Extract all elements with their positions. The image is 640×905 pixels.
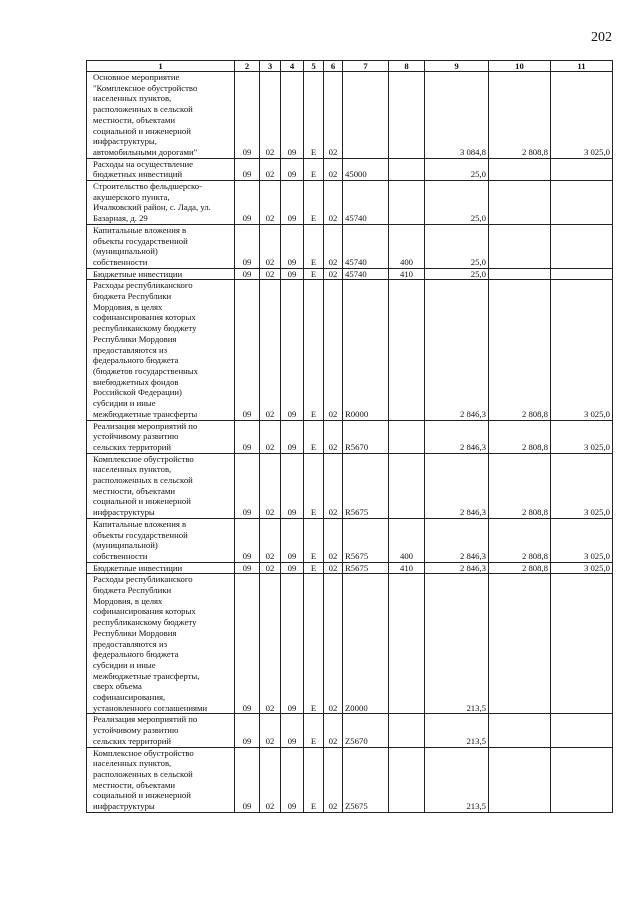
cell: 400 <box>389 224 425 268</box>
cell: 09 <box>235 280 260 420</box>
budget-table <box>86 60 613 813</box>
cell: Е <box>304 72 324 159</box>
cell: Е <box>304 181 324 225</box>
amount-cell: 2 846,3 <box>425 518 489 562</box>
amount-cell: 2 808,8 <box>489 72 551 159</box>
amount-cell <box>489 574 551 714</box>
cell: 09 <box>235 224 260 268</box>
cell: Е <box>304 268 324 280</box>
amount-cell: 25,0 <box>425 158 489 180</box>
cell: 02 <box>260 268 281 280</box>
cell: Е <box>304 280 324 420</box>
amount-cell: 3 025,0 <box>551 453 613 518</box>
cell: R5670 <box>343 420 389 453</box>
cell: 09 <box>235 453 260 518</box>
cell: R0000 <box>343 280 389 420</box>
amount-cell: 2 808,8 <box>489 420 551 453</box>
cell: 09 <box>281 747 304 812</box>
column-header: 11 <box>551 61 613 72</box>
cell: Е <box>304 562 324 574</box>
cell: Е <box>304 518 324 562</box>
amount-cell: 2 846,3 <box>425 420 489 453</box>
cell: 09 <box>281 158 304 180</box>
cell: 02 <box>260 747 281 812</box>
amount-cell <box>551 747 613 812</box>
cell: 02 <box>260 714 281 747</box>
cell: 09 <box>281 453 304 518</box>
table-row <box>87 714 613 747</box>
cell: 09 <box>235 158 260 180</box>
amount-cell <box>551 714 613 747</box>
amount-cell: 3 084,8 <box>425 72 489 159</box>
cell: 09 <box>281 72 304 159</box>
column-header: 10 <box>489 61 551 72</box>
amount-cell <box>489 268 551 280</box>
cell: 02 <box>324 224 343 268</box>
cell: 02 <box>324 72 343 159</box>
column-header: 7 <box>343 61 389 72</box>
cell <box>389 72 425 159</box>
cell: 02 <box>324 420 343 453</box>
cell: 09 <box>281 714 304 747</box>
cell: 09 <box>235 562 260 574</box>
cell: 02 <box>260 224 281 268</box>
cell: 09 <box>235 72 260 159</box>
cell <box>389 714 425 747</box>
amount-cell: 3 025,0 <box>551 72 613 159</box>
amount-cell <box>489 747 551 812</box>
cell <box>389 181 425 225</box>
cell: 02 <box>260 181 281 225</box>
amount-cell: 213,5 <box>425 574 489 714</box>
cell: 09 <box>281 574 304 714</box>
table-row <box>87 268 613 280</box>
cell: 45740 <box>343 224 389 268</box>
cell: R5675 <box>343 518 389 562</box>
amount-cell <box>489 181 551 225</box>
column-header: 8 <box>389 61 425 72</box>
column-header: 1 <box>87 61 235 72</box>
cell: Z0000 <box>343 574 389 714</box>
cell: R5675 <box>343 562 389 574</box>
cell: 09 <box>281 224 304 268</box>
cell: 02 <box>324 747 343 812</box>
cell <box>389 158 425 180</box>
expense-name: Комплексное обустройство населенных пунктов, расположенных в сельской местности, объектами социальной и инженерной инфраструктуры <box>87 453 235 518</box>
column-header: 6 <box>324 61 343 72</box>
cell: R5675 <box>343 453 389 518</box>
table-row <box>87 518 613 562</box>
cell: 09 <box>235 268 260 280</box>
expense-name: Расходы на осуществление бюджетных инвестиций <box>87 158 235 180</box>
cell: Z5675 <box>343 747 389 812</box>
cell <box>389 574 425 714</box>
cell: 02 <box>260 453 281 518</box>
cell: 45740 <box>343 268 389 280</box>
cell <box>389 747 425 812</box>
amount-cell: 213,5 <box>425 714 489 747</box>
amount-cell: 25,0 <box>425 181 489 225</box>
cell: 45000 <box>343 158 389 180</box>
table-row <box>87 158 613 180</box>
cell: 09 <box>235 181 260 225</box>
cell: 09 <box>235 747 260 812</box>
table-row <box>87 453 613 518</box>
cell: 02 <box>260 562 281 574</box>
table-row <box>87 574 613 714</box>
cell: Е <box>304 420 324 453</box>
cell: 09 <box>281 181 304 225</box>
cell: 02 <box>260 574 281 714</box>
expense-name: Расходы республиканского бюджета Республики Мордовия, в целях софинансирования которых республиканскому бюджету Республики Мордовия предоставляются из федерального бюджета (бюджетов государственных внебюджетных фондов Российской Федерации) субсидии и иные межбюджетные трансферты <box>87 280 235 420</box>
cell: 410 <box>389 562 425 574</box>
expense-name: Реализация мероприятий по устойчивому развитию сельских территорий <box>87 420 235 453</box>
cell <box>389 280 425 420</box>
cell: 09 <box>281 562 304 574</box>
cell: Е <box>304 714 324 747</box>
amount-cell: 2 808,8 <box>489 518 551 562</box>
expense-name: Строительство фельдшерско- акушерского пункта, Ичалковский район, с. Лада, ул. Базарная, д. 29 <box>87 181 235 225</box>
expense-name: Капитальные вложения в объекты государственной (муниципальной) собственности <box>87 224 235 268</box>
amount-cell <box>489 714 551 747</box>
cell: 410 <box>389 268 425 280</box>
cell: Е <box>304 224 324 268</box>
header-row <box>87 61 613 72</box>
table-row <box>87 747 613 812</box>
amount-cell: 3 025,0 <box>551 562 613 574</box>
table-row <box>87 420 613 453</box>
cell: 02 <box>324 280 343 420</box>
amount-cell <box>551 268 613 280</box>
amount-cell <box>551 574 613 714</box>
expense-name: Реализация мероприятий по устойчивому развитию сельских территорий <box>87 714 235 747</box>
cell: 09 <box>235 714 260 747</box>
amount-cell: 3 025,0 <box>551 518 613 562</box>
cell: 09 <box>281 518 304 562</box>
amount-cell: 3 025,0 <box>551 420 613 453</box>
cell: Е <box>304 747 324 812</box>
expense-name: Основное мероприятие "Комплексное обустройство населенных пунктов, расположенных в сельской местности, объектами социальной и инженерной инфраструктуры, автомобильными дорогами" <box>87 72 235 159</box>
cell: 02 <box>260 420 281 453</box>
cell: 02 <box>260 280 281 420</box>
amount-cell: 3 025,0 <box>551 280 613 420</box>
amount-cell: 213,5 <box>425 747 489 812</box>
amount-cell <box>551 224 613 268</box>
expense-name: Капитальные вложения в объекты государственной (муниципальной) собственности <box>87 518 235 562</box>
cell: 45740 <box>343 181 389 225</box>
cell: 09 <box>235 420 260 453</box>
cell: 02 <box>324 574 343 714</box>
cell: 02 <box>260 518 281 562</box>
table-row <box>87 562 613 574</box>
cell: 02 <box>324 268 343 280</box>
cell: 02 <box>324 453 343 518</box>
column-header: 4 <box>281 61 304 72</box>
table-row <box>87 280 613 420</box>
column-header: 5 <box>304 61 324 72</box>
table-row <box>87 72 613 159</box>
table-row <box>87 224 613 268</box>
amount-cell <box>489 224 551 268</box>
amount-cell <box>551 158 613 180</box>
cell <box>343 72 389 159</box>
cell: 02 <box>260 158 281 180</box>
amount-cell <box>489 158 551 180</box>
cell: Е <box>304 574 324 714</box>
cell: 400 <box>389 518 425 562</box>
amount-cell <box>551 181 613 225</box>
amount-cell: 25,0 <box>425 224 489 268</box>
cell <box>389 453 425 518</box>
column-header: 9 <box>425 61 489 72</box>
cell: 09 <box>281 420 304 453</box>
cell: 02 <box>324 158 343 180</box>
cell: 09 <box>235 574 260 714</box>
amount-cell: 25,0 <box>425 268 489 280</box>
cell: Е <box>304 453 324 518</box>
cell: 02 <box>260 72 281 159</box>
cell: Z5670 <box>343 714 389 747</box>
cell: 09 <box>281 268 304 280</box>
cell: 02 <box>324 518 343 562</box>
cell: 09 <box>235 518 260 562</box>
expense-name: Комплексное обустройство населенных пунктов, расположенных в сельской местности, объектами социальной и инженерной инфраструктуры <box>87 747 235 812</box>
amount-cell: 2 846,3 <box>425 280 489 420</box>
amount-cell: 2 846,3 <box>425 453 489 518</box>
expense-name: Бюджетные инвестиции <box>87 268 235 280</box>
cell: 09 <box>281 280 304 420</box>
cell: 02 <box>324 181 343 225</box>
cell: 02 <box>324 562 343 574</box>
table-row <box>87 181 613 225</box>
cell <box>389 420 425 453</box>
expense-name: Бюджетные инвестиции <box>87 562 235 574</box>
cell: 02 <box>324 714 343 747</box>
column-header: 2 <box>235 61 260 72</box>
amount-cell: 2 808,8 <box>489 280 551 420</box>
amount-cell: 2 808,8 <box>489 453 551 518</box>
column-header: 3 <box>260 61 281 72</box>
expense-name: Расходы республиканского бюджета Республики Мордовия, в целях софинансирования которых республиканскому бюджету Республики Мордовия предоставляются из федерального бюджета субсидии и иные межбюджетные трансферты, сверх объема софинансирования, установленного соглашениями <box>87 574 235 714</box>
amount-cell: 2 846,3 <box>425 562 489 574</box>
cell: Е <box>304 158 324 180</box>
amount-cell: 2 808,8 <box>489 562 551 574</box>
page-number: 202 <box>591 30 612 45</box>
